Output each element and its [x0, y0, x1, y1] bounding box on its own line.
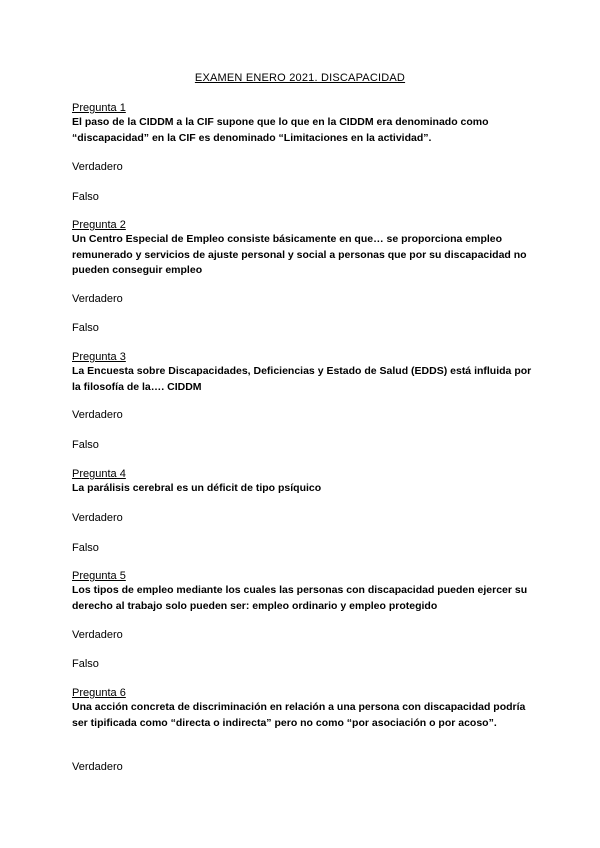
question-text: Un Centro Especial de Empleo consiste básicamente en que… se proporciona empleo remunerado y servicios de ajuste personal y social a personas que por su discapacidad no pueden conseguir empleo: [72, 233, 527, 276]
question-label: Pregunta 6: [72, 687, 126, 699]
question-label: Pregunta 2: [72, 219, 126, 231]
question-text: La parálisis cerebral es un déficit de tipo psíquico: [72, 482, 322, 494]
option-falso: Falso: [72, 191, 99, 203]
question-4: [72, 467, 532, 497]
question-2: [72, 218, 532, 279]
option-verdadero: Verdadero: [72, 293, 123, 305]
question-label: Pregunta 4: [72, 468, 126, 480]
question-text: La Encuesta sobre Discapacidades, Deficiencias y Estado de Salud (EDDS) está influida por la filosofía de la…. CIDDM: [72, 365, 532, 393]
option-falso: Falso: [72, 439, 99, 451]
option-falso: Falso: [72, 322, 99, 334]
option-verdadero: Verdadero: [72, 761, 123, 773]
question-text: El paso de la CIDDM a la CIF supone que lo que en la CIDDM era denominado como “discapacidad” en la CIF es denominado “Limitaciones en la actividad”.: [72, 116, 489, 144]
option-verdadero: Verdadero: [72, 409, 123, 421]
option-falso: Falso: [72, 658, 99, 670]
question-3: [72, 350, 532, 395]
question-1: [72, 101, 532, 146]
option-verdadero: Verdadero: [72, 629, 123, 641]
option-verdadero: Verdadero: [72, 161, 123, 173]
document-title: EXAMEN ENERO 2021. DISCAPACIDAD: [194, 72, 406, 84]
question-text: Una acción concreta de discriminación en relación a una persona con discapacidad podría ser tipificada como “directa o indirecta” pero no como “por asociación o por acoso”.: [72, 701, 526, 729]
question-label: Pregunta 5: [72, 570, 126, 582]
option-falso: Falso: [72, 542, 99, 554]
question-5: [72, 569, 532, 614]
question-text: Los tipos de empleo mediante los cuales las personas con discapacidad pueden ejercer su derecho al trabajo solo pueden ser: empleo ordinario y empleo protegido: [72, 584, 528, 612]
question-label: Pregunta 3: [72, 351, 126, 363]
question-6: [72, 686, 532, 731]
option-verdadero: Verdadero: [72, 512, 123, 524]
question-label: Pregunta 1: [72, 102, 126, 114]
